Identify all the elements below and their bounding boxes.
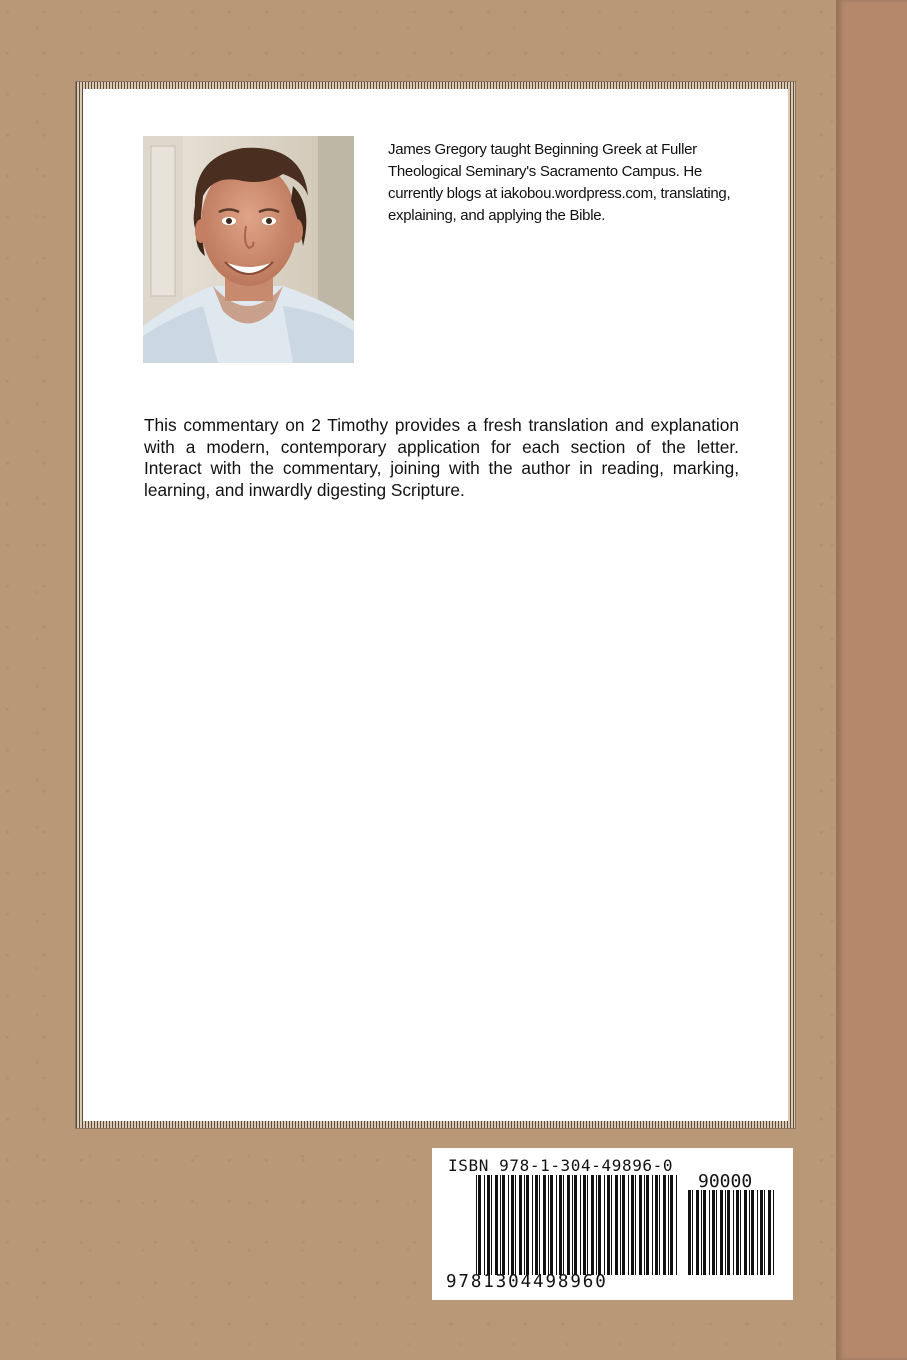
ean-digits: 9781304498960 (446, 1272, 608, 1292)
content-panel (76, 82, 795, 1128)
isbn-label: ISBN 978-1-304-49896-0 (448, 1156, 674, 1175)
isbn-barcode (432, 1148, 793, 1300)
price-code: 90000 (698, 1171, 753, 1192)
book-spine-edge (836, 0, 907, 1360)
author-photo (143, 136, 354, 363)
book-description: This commentary on 2 Timothy provides a fresh translation and explanation with a modern, contemporary application for each section of the letter. Interact with the commentary, joining with the author in reading, marking, learning, and inwardly digesting Scripture. (144, 415, 739, 500)
author-bio: James Gregory taught Beginning Greek at Fuller Theological Seminary's Sacramento Campus. He currently blogs at iakobou.wordpress.com, translating, explaining, and applying the Bible. (388, 141, 731, 224)
